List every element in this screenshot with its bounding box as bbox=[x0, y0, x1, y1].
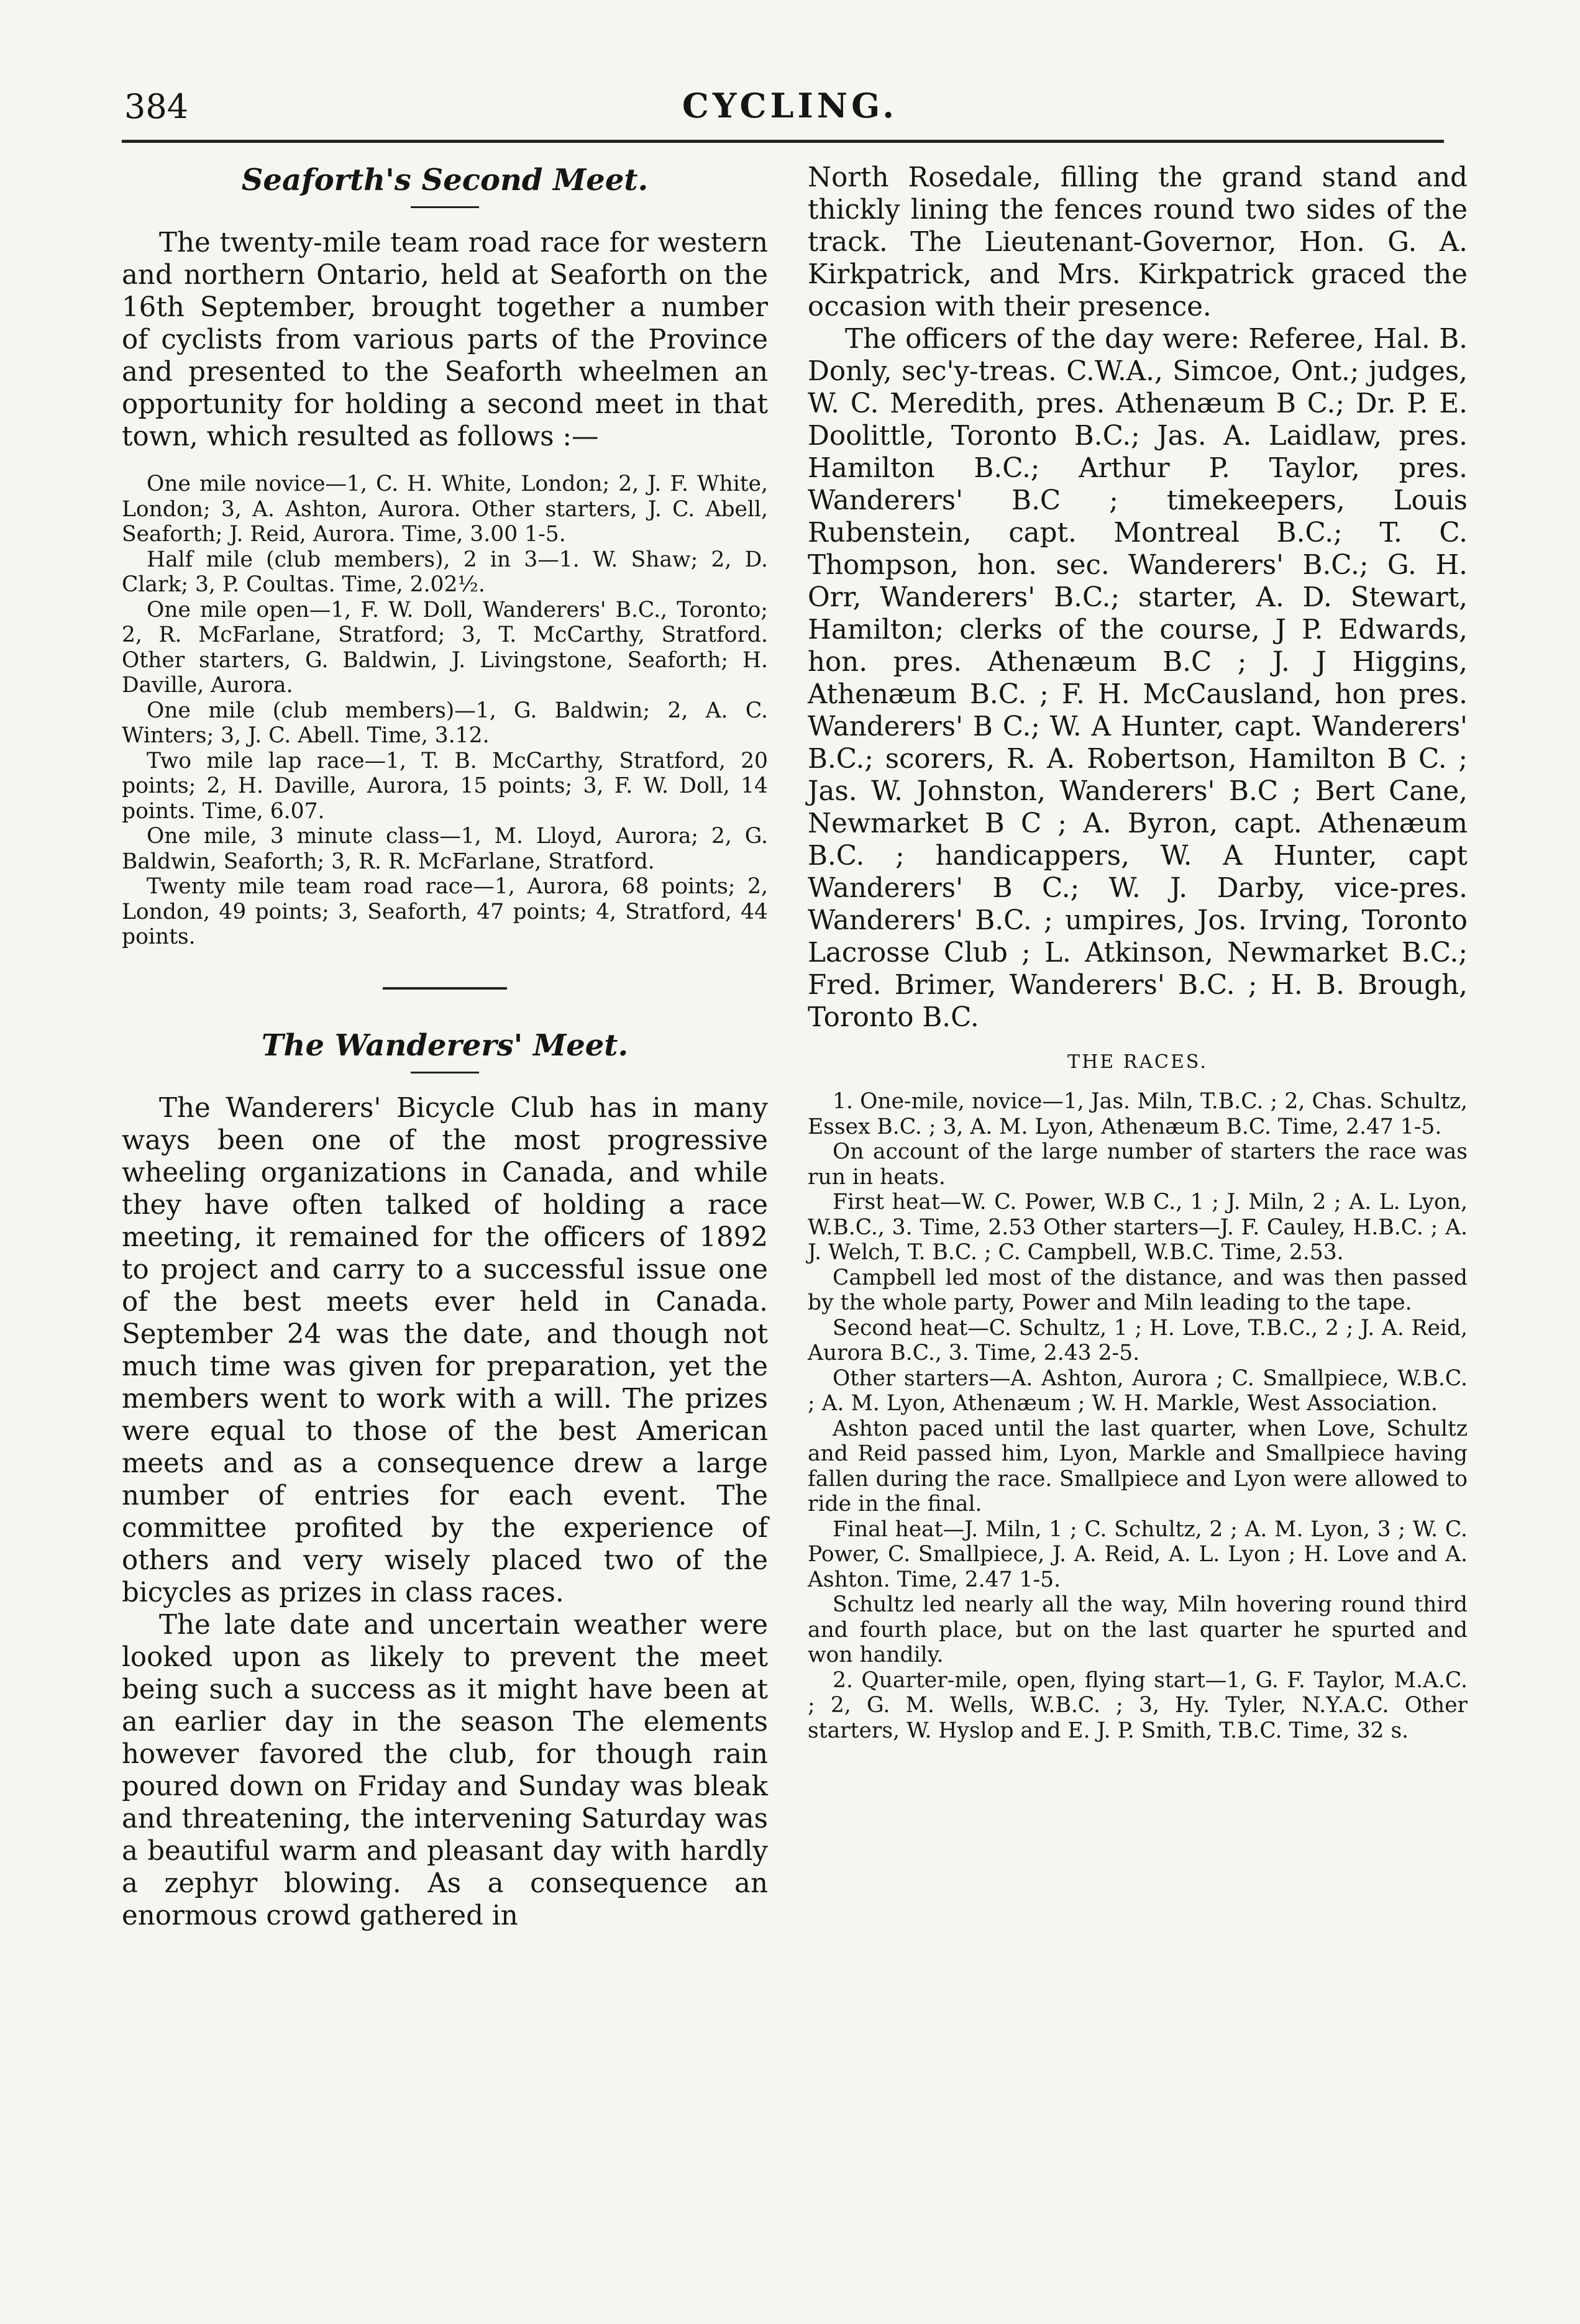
result-item: Twenty mile team road race—1, Aurora, 68 points; 2, London, 49 points; 3, Seaforth, 47 points; 4, Stratford, 44 points. bbox=[122, 874, 768, 949]
title-rule bbox=[411, 1072, 479, 1073]
wanderers-continued: North Rosedale, filling the grand stand and thickly lining the fences round two sides of the track. The Lieutenant-Governor, Hon. G. A. Kirkpatrick, and Mrs. Kirkpatrick graced the occasion with their presence. bbox=[808, 162, 1468, 322]
race-item: Campbell led most of the distance, and was then passed by the whole party, Power and Miln leading to the tape. bbox=[808, 1265, 1468, 1315]
race-item: Other starters—A. Ashton, Aurora ; C. Smallpiece, W.B.C. ; A. M. Lyon, Athenæum ; W. H. Markle, West Association. bbox=[808, 1365, 1468, 1416]
result-item: Two mile lap race—1, T. B. McCarthy, Stratford, 20 points; 2, H. Daville, Aurora, 15 points; 3, F. W. Doll, 14 points. Time, 6.07. bbox=[122, 748, 768, 824]
seaforth-results bbox=[122, 472, 768, 950]
races-heading: THE RACES. bbox=[1067, 1051, 1208, 1073]
race-item: Second heat—C. Schultz, 1 ; H. Love, T.B.C., 2 ; J. A. Reid, Aurora B.C., 3. Time, 2.43 2-5. bbox=[808, 1315, 1468, 1365]
wanderers-paragraph: The late date and uncertain weather were looked upon as likely to prevent the meet being such a success as it might have been at an earlier day in the season The elements however favored the club, for though rain poured down on Friday and Sunday was bleak and threatening, the intervening Saturday was a beautiful warm and pleasant day with hardly a zephyr blowing. As a consequence an enormous crowd gathered in bbox=[122, 1609, 768, 1931]
race-item: Ashton paced until the last quarter, when Love, Schultz and Reid passed him, Lyon, Markle and Smallpiece having fallen during the race. Smallpiece and Lyon were allowed to ride in the final. bbox=[808, 1416, 1468, 1516]
result-item: One mile novice—1, C. H. White, London; 2, J. F. White, London; 3, A. Ashton, Aurora. Other starters, J. C. Abell, Seaforth; J. Reid, Aurora. Time, 3.00 1-5. bbox=[122, 472, 768, 547]
race-item: 2. Quarter-mile, open, flying start—1, G. F. Taylor, M.A.C. ; 2, G. M. Wells, W.B.C. ; 3, Hy. Tyler, N.Y.A.C. Other starters, W. Hyslop and E. J. P. Smith, T.B.C. Time, 32 s. bbox=[808, 1667, 1468, 1743]
seaforth-intro: The twenty-mile team road race for western and northern Ontario, held at Seaforth on the 16th September, brought together a number of cyclists from various parts of the Province and presented to the Seaforth wheelmen an opportunity for holding a second meet in that town, which resulted as follows :— bbox=[122, 227, 768, 452]
race-item: First heat—W. C. Power, W.B C., 1 ; J. Miln, 2 ; A. L. Lyon, W.B.C., 3. Time, 2.53 Other starters—J. F. Cauley, H.B.C. ; A. J. Welch, T. B.C. ; C. Campbell, W.B.C. Time, 2.53. bbox=[808, 1190, 1468, 1265]
result-item: Half mile (club members), 2 in 3—1. W. Shaw; 2, D. Clark; 3, P. Coultas. Time, 2.02½. bbox=[122, 547, 768, 597]
left-column bbox=[122, 162, 768, 1932]
title-rule bbox=[411, 206, 479, 208]
right-column bbox=[808, 162, 1468, 1743]
result-item: One mile, 3 minute class—1, M. Lloyd, Aurora; 2, G. Baldwin, Seaforth; 3, R. R. McFarlane, Stratford. bbox=[122, 824, 768, 874]
seaforth-title: Seaforth's Second Meet. bbox=[241, 163, 649, 198]
header-rule bbox=[122, 140, 1444, 143]
result-item: One mile (club members)—1, G. Baldwin; 2, A. C. Winters; 3, J. C. Abell. Time, 3.12. bbox=[122, 698, 768, 748]
magazine-title: CYCLING. bbox=[682, 86, 898, 125]
result-item: One mile open—1, F. W. Doll, Wanderers' B.C., Toronto; 2, R. McFarlane, Stratford; 3, T. McCarthy, Stratford. Other starters, G. Baldwin, J. Livingstone, Seaforth; H. Daville, Aurora. bbox=[122, 597, 768, 698]
race-item: 1. One-mile, novice—1, Jas. Miln, T.B.C. ; 2, Chas. Schultz, Essex B.C. ; 3, A. M. Lyon, Athenæum B.C. Time, 2.47 1-5. bbox=[808, 1089, 1468, 1139]
page-number: 384 bbox=[124, 87, 189, 126]
race-item: Final heat—J. Miln, 1 ; C. Schultz, 2 ; A. M. Lyon, 3 ; W. C. Power, C. Smallpiece, J. A. Reid, A. L. Lyon ; H. Love and A. Ashton. Time, 2.47 1-5. bbox=[808, 1516, 1468, 1592]
wanderers-title: The Wanderers' Meet. bbox=[261, 1028, 629, 1063]
races-list bbox=[808, 1089, 1468, 1743]
section-divider bbox=[383, 987, 507, 990]
wanderers-paragraph: The Wanderers' Bicycle Club has in many ways been one of the most progressive wheeling organizations in Canada, and while they have often talked of holding a race meeting, it remained for the officers of 1892 to project and carry to a successful issue one of the best meets ever held in Canada. September 24 was the date, and though not much time was given for preparation, yet the members went to work with a will. The prizes were equal to those of the best American meets and as a consequence drew a large number of entries for each event. The committee profited by the experience of others and very wisely placed two of the bicycles as prizes in class races. bbox=[122, 1092, 768, 1608]
race-item: Schultz led nearly all the way, Miln hovering round third and fourth place, but on the last quarter he spurted and won handily. bbox=[808, 1592, 1468, 1667]
race-item: On account of the large number of starters the race was run in heats. bbox=[808, 1139, 1468, 1190]
officers-paragraph: The officers of the day were: Referee, Hal. B. Donly, sec'y-treas. C.W.A., Simcoe, Ont.; judges, W. C. Meredith, pres. Athenæum B C.; Dr. P. E. Doolittle, Toronto B.C.; Jas. A. Laidlaw, pres. Hamilton B.C.; Arthur P. Taylor, pres. Wanderers' B.C ; timekeepers, Louis Rubenstein, capt. Montreal B.C.; T. C. Thompson, hon. sec. Wanderers' B.C.; G. H. Orr, Wanderers' B.C.; starter, A. D. Stewart, Hamilton; clerks of the course, J P. Edwards, hon. pres. Athenæum B.C ; J. J Higgins, Athenæum B.C. ; F. H. McCausland, hon pres. Wanderers' B C.; W. A Hunter, capt. Wanderers' B.C.; scorers, R. A. Robertson, Hamilton B C. ; Jas. W. Johnston, Wanderers' B.C ; Bert Cane, Newmarket B C ; A. Byron, capt. Athenæum B.C. ; handicappers, W. A Hunter, capt Wanderers' B C.; W. J. Darby, vice-pres. Wanderers' B.C. ; umpires, Jos. Irving, Toronto Lacrosse Club ; L. Atkinson, Newmarket B.C.; Fred. Brimer, Wanderers' B.C. ; H. B. Brough, Toronto B.C. bbox=[808, 324, 1468, 1033]
